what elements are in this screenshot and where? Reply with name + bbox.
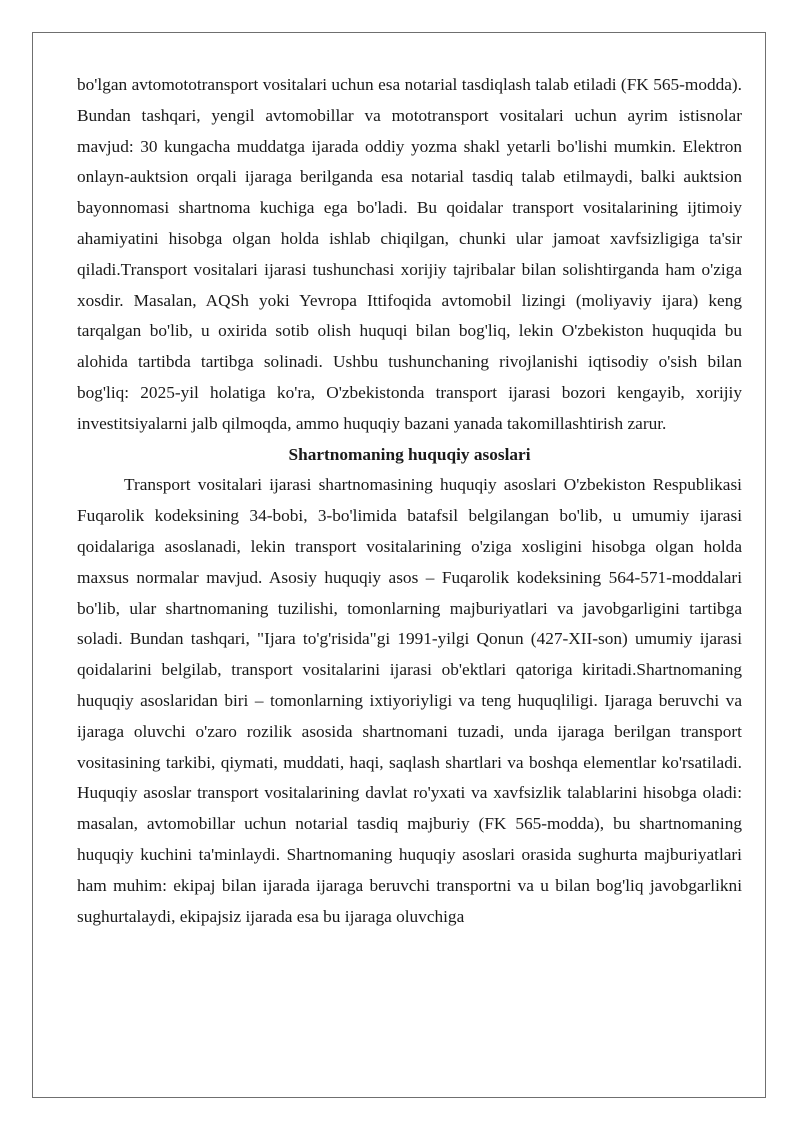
section-paragraph: Transport vositalari ijarasi shartnomasining huquqiy asoslari O'zbekiston Respublikasi Fuqarolik kodeksining 34-bobi, 3-bo'limida batafsil belgilangan bo'lib, u umumiy ijarasi qoidalariga asoslanadi, lekin transport vositalarining o'ziga xosligini hisobga olgan holda maxsus normalar mavjud. Asosiy huquqiy asos – Fuqarolik kodeksining 564-571-moddalari bo'lib, ular shartnomaning tuzilishi, tomonlarning majburiyatlari va javobgarligini tartibga soladi. Bundan tashqari, "Ijara to'g'risida"gi 1991-yilgi Qonun (427-XII-son) umumiy ijarasi qoidalarini belgilab, transport vositalarini ijarasi ob'ektlari qatoriga kiritadi.Shartnomaning huquqiy asoslaridan biri – tomonlarning ixtiyoriyligi va teng huquqliligi. Ijaraga beruvchi va ijaraga oluvchi o'zaro rozilik asosida shartnomani tuzadi, unda ijaraga berilgan transport vositasining tarkibi, qiymati, muddati, haqi, saqlash shartlari va boshqa elementlar ko'rsatiladi. Huquqiy asoslar transport vositalarining davlat ro'yxati va xavfsizlik talablarini hisobga oladi: masalan, avtomobillar uchun notarial tasdiq majburiy (FK 565-modda), bu shartnomaning huquqiy kuchini ta'minlaydi. Shartnomaning huquqiy asoslari orasida sughurta majburiyatlari ham muhim: ekipaj bilan ijarada ijaraga beruvchi transportni va u bilan bog'liq javobgarlikni sughurtalaydi, ekipajsiz ijarada esa bu ijaraga oluvchiga <box>77 475 742 926</box>
paragraph-continued: bo'lgan avtomototransport vositalari uchun esa notarial tasdiqlash talab etiladi (FK 565-modda). Bundan tashqari, yengil avtomobillar va mototransport vositalari uchun ayrim istisnolar mavjud: 30 kungacha muddatga ijarada oddiy yozma shakl yetarli bo'lishi mumkin. Elektron onlayn-auktsion orqali ijaraga berilganda esa notarial tasdiq talab etilmaydi, balki auktsion bayonnomasi shartnoma kuchiga ega bo'ladi. Bu qoidalar transport vositalarining ijtimoiy ahamiyatini hisobga olgan holda ishlab chiqilgan, chunki ular jamoat xavfsizligiga ta'sir qiladi.Transport vositalari ijarasi tushunchasi xorijiy tajribalar bilan solishtirganda ham o'ziga xosdir. Masalan, AQSh yoki Yevropa Ittifoqida avtomobil lizingi (moliyaviy ijara) keng tarqalgan bo'lib, u oxirida sotib olish huquqi bilan bog'liq, lekin O'zbekiston huquqida bu alohida tartibda tartibga solinadi. Ushbu tushunchaning rivojlanishi iqtisodiy o'sish bilan bog'liq: 2025-yil holatiga ko'ra, O'zbekistonda transport ijarasi bozori kengayib, xorijiy investitsiyalarni jalb qilmoqda, ammo huquqiy bazani yanada takomillashtirish zarur. <box>77 75 742 433</box>
section-heading: Shartnomaning huquqiy asoslari <box>288 444 531 464</box>
document-body <box>77 70 742 932</box>
